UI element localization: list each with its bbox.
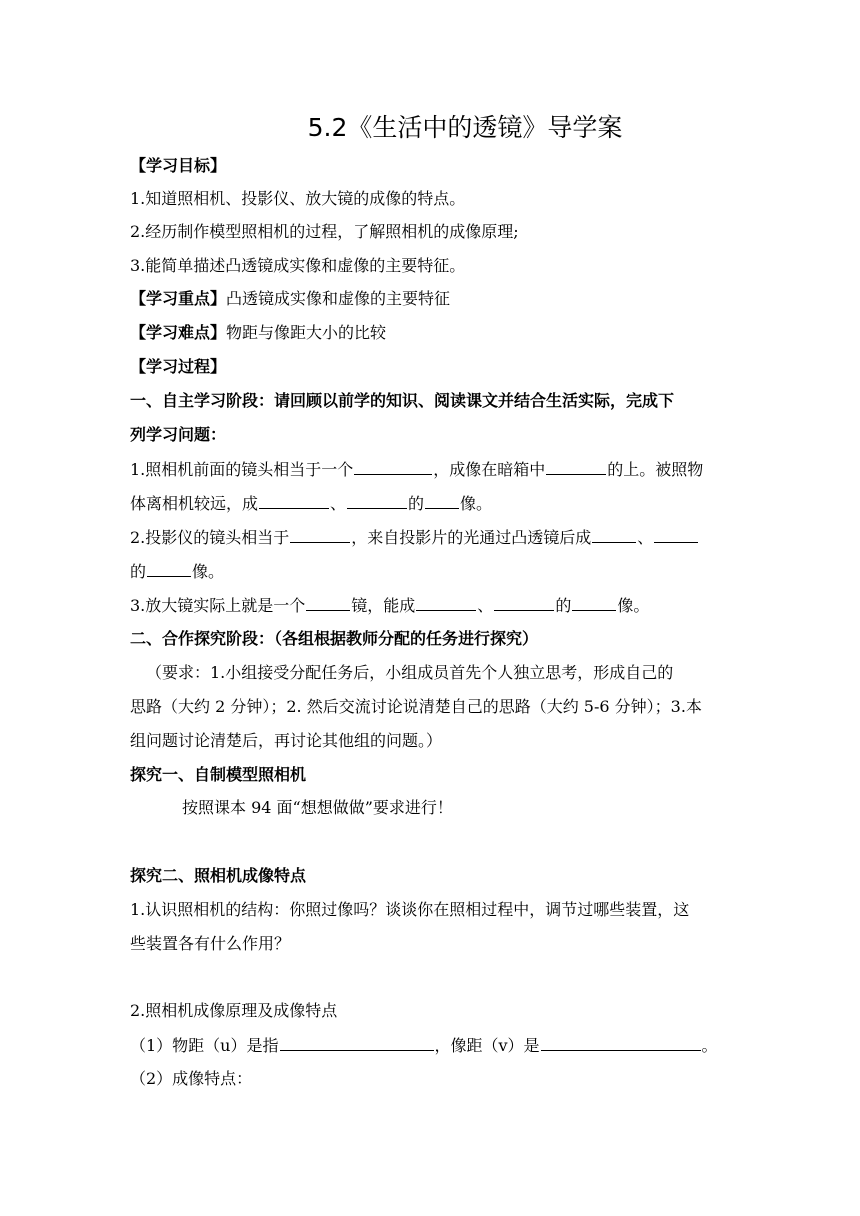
question-1-text-f: 的 bbox=[408, 494, 425, 513]
question-1-line2 bbox=[130, 492, 740, 515]
answer-blank[interactable] bbox=[354, 458, 432, 475]
question-1-text-c: 的上。被照物 bbox=[607, 460, 704, 479]
requirement-line3: 组问题讨论清楚后，再讨论其他组的问题。） bbox=[130, 731, 443, 750]
goal-item-1: 1.知道照相机、投影仪、放大镜的成像的特点。 bbox=[130, 189, 466, 208]
answer-blank[interactable] bbox=[280, 1034, 434, 1051]
answer-blank[interactable] bbox=[541, 1034, 701, 1051]
difficult-point-text: 物距与像距大小的比较 bbox=[226, 323, 387, 342]
answer-blank[interactable] bbox=[259, 492, 329, 509]
answer-blank[interactable] bbox=[592, 526, 636, 543]
explore-2-question-2: 2.照相机成像原理及成像特点 bbox=[130, 1001, 338, 1020]
question-3-text-c: 、 bbox=[477, 596, 494, 615]
answer-blank[interactable] bbox=[494, 594, 554, 611]
stage1-heading-line1: 一、自主学习阶段：请回顾以前学的知识、阅读课文并结合生活实际，完成下 bbox=[130, 391, 675, 410]
question-2-line1 bbox=[130, 526, 740, 549]
question-2-text-a: 2.投影仪的镜头相当于 bbox=[130, 528, 290, 547]
question-2-line2 bbox=[130, 560, 740, 583]
question-1-text-b: ，成像在暗箱中 bbox=[433, 460, 546, 479]
question-1-text-e: 、 bbox=[330, 494, 347, 513]
requirement-line1: （要求：1.小组接受分配任务后，小组成员首先个人独立思考，形成自己的 bbox=[146, 663, 674, 682]
question-3-text-a: 3.放大镜实际上就是一个 bbox=[130, 596, 306, 615]
page-title: 5.2《生活中的透镜》导学案 bbox=[307, 113, 623, 142]
explore-2-question-2-2: （2）成像特点： bbox=[130, 1069, 253, 1088]
stage2-heading: 二、合作探究阶段：（各组根据教师分配的任务进行探究） bbox=[130, 629, 539, 648]
question-1-text-g: 像。 bbox=[460, 494, 493, 513]
sentence-end-text: 。 bbox=[701, 1036, 718, 1055]
process-heading: 【学习过程】 bbox=[130, 357, 227, 376]
goal-item-2: 2.经历制作模型照相机的过程，了解照相机的成像原理; bbox=[130, 222, 519, 241]
question-2-text-c: 、 bbox=[637, 528, 654, 547]
explore-1-text: 按照课本 94 面“想想做做”要求进行！ bbox=[182, 798, 453, 817]
question-2-text-d: 的 bbox=[130, 562, 147, 581]
answer-blank[interactable] bbox=[347, 492, 407, 509]
answer-blank[interactable] bbox=[546, 458, 606, 475]
stage1-heading-line2: 列学习问题： bbox=[130, 425, 227, 444]
image-distance-text: ，像距（v）是 bbox=[434, 1036, 540, 1055]
answer-blank[interactable] bbox=[416, 594, 476, 611]
explore-2-question-1-line2: 些装置各有什么作用？ bbox=[130, 934, 291, 953]
explore-2-question-2-1 bbox=[130, 1034, 740, 1057]
difficult-point-label: 【学习难点】 bbox=[130, 323, 227, 342]
question-3-text-b: 镜，能成 bbox=[351, 596, 416, 615]
question-3-text-e: 像。 bbox=[617, 596, 650, 615]
key-point-text: 凸透镜成实像和虚像的主要特征 bbox=[226, 289, 451, 308]
explore-2-heading: 探究二、照相机成像特点 bbox=[130, 866, 307, 885]
goal-item-3: 3.能简单描述凸透镜成实像和虚像的主要特征。 bbox=[130, 256, 466, 275]
question-1-line1 bbox=[130, 458, 740, 481]
question-2-text-b: ，来自投影片的光通过凸透镜后成 bbox=[351, 528, 592, 547]
object-distance-text: （1）物距（u）是指 bbox=[130, 1036, 279, 1055]
answer-blank[interactable] bbox=[572, 594, 616, 611]
difficult-point-row bbox=[130, 322, 740, 344]
question-2-text-e: 像。 bbox=[192, 562, 225, 581]
answer-blank[interactable] bbox=[306, 594, 350, 611]
explore-2-question-1-line1: 1.认识照相机的结构：你照过像吗？谈谈你在照相过程中，调节过哪些装置，这 bbox=[130, 900, 690, 919]
goals-heading: 【学习目标】 bbox=[130, 156, 227, 175]
answer-blank[interactable] bbox=[290, 526, 350, 543]
question-1-text-a: 1.照相机前面的镜头相当于一个 bbox=[130, 460, 354, 479]
explore-1-heading: 探究一、自制模型照相机 bbox=[130, 765, 307, 784]
answer-blank[interactable] bbox=[147, 560, 191, 577]
answer-blank[interactable] bbox=[425, 492, 459, 509]
question-3-line bbox=[130, 594, 740, 617]
question-1-text-d: 体离相机较远，成 bbox=[130, 494, 259, 513]
answer-blank[interactable] bbox=[654, 526, 698, 543]
key-point-row bbox=[130, 288, 740, 310]
question-3-text-d: 的 bbox=[555, 596, 572, 615]
requirement-line2: 思路（大约 2 分钟）；2. 然后交流讨论说清楚自己的思路（大约 5-6 分钟）；3.本 bbox=[130, 697, 702, 716]
key-point-label: 【学习重点】 bbox=[130, 289, 227, 308]
